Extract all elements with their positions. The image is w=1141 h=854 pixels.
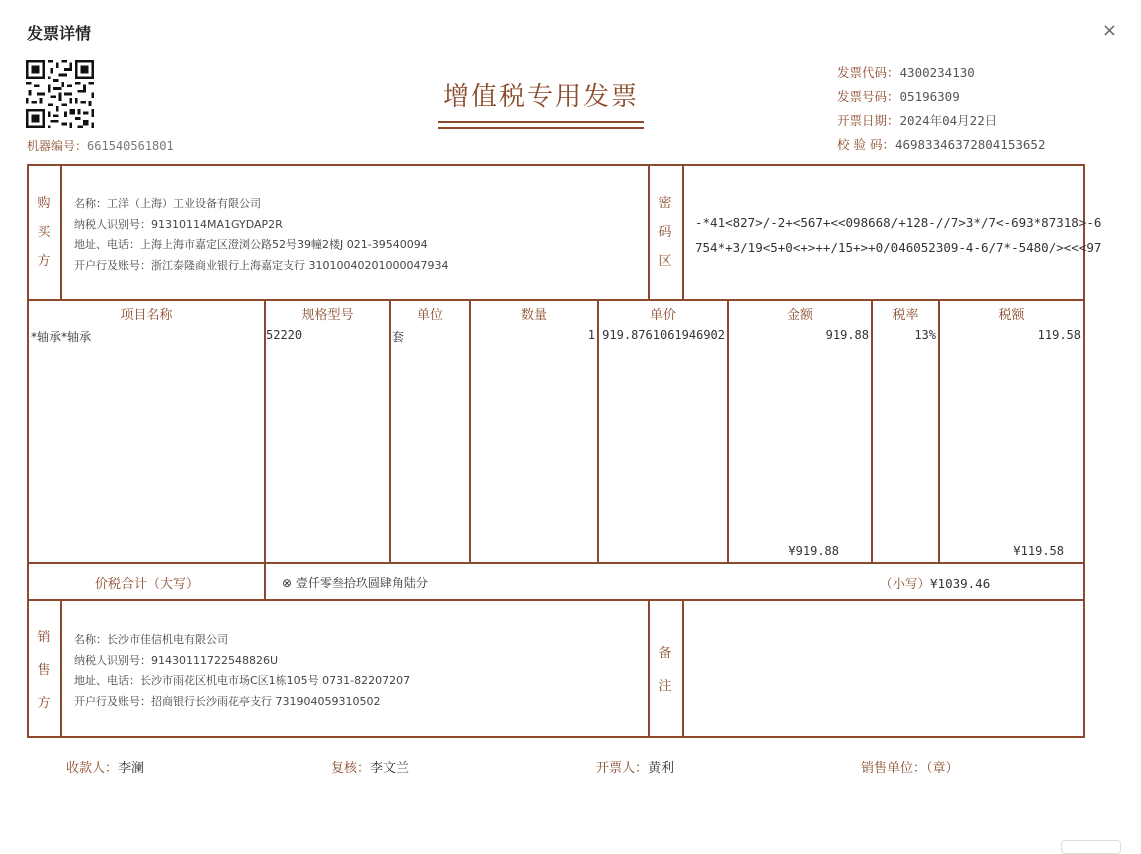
header-item-name: 项目名称: [120, 308, 173, 323]
invoice-code: 发票代码：4300234130: [837, 65, 975, 80]
cross-circle-icon: ⊗: [282, 576, 293, 590]
divider: [682, 599, 684, 738]
sum-label: 价税合计（大写）: [94, 577, 199, 592]
machine-number: 机器编号：661540561801: [27, 139, 174, 153]
header-unit: 单位: [416, 308, 443, 323]
cipher-text: -*41<827>/-2+<567+<<098668/+128-//7>3*/7<-693*87318>-6 754*+3/19<5+0<+>++/15+>+0/046052309-4-6/7*-5480/><<<97: [695, 215, 1102, 255]
item-spec: 52220: [266, 328, 303, 342]
total-amount: ¥919.88: [788, 544, 839, 558]
seller-unit: 销售单位：（章）: [861, 761, 959, 776]
divider: [60, 599, 62, 738]
item-price: 919.8761061946902: [602, 328, 725, 342]
item-qty: 1: [587, 328, 595, 342]
invoice-title: 增值税专用发票: [442, 82, 639, 112]
reviewer: 复核：李文兰: [331, 761, 410, 776]
header-amount: 金额: [786, 308, 813, 323]
total-tax: ¥119.58: [1013, 544, 1064, 558]
item-tax: 119.58: [1037, 328, 1081, 342]
issuer: 开票人：黄利: [596, 761, 675, 776]
dialog-title: 发票详情: [27, 24, 92, 43]
header-spec: 规格型号: [301, 308, 354, 323]
divider: [264, 299, 266, 600]
invoice-number: 发票号码：05196309: [837, 89, 960, 104]
divider: [27, 299, 1085, 301]
divider: [648, 164, 650, 300]
title-underline: [438, 127, 644, 129]
header-price: 单价: [649, 308, 676, 323]
item-name: *轴承*轴承: [31, 330, 92, 344]
check-code: 校 验 码：46983346372804153652: [837, 137, 1046, 152]
divider: [27, 599, 1085, 601]
title-underline: [438, 121, 644, 123]
item-amount: 919.88: [825, 328, 869, 342]
header-rate: 税率: [892, 308, 919, 323]
divider: [389, 299, 391, 563]
invoice-date: 开票日期：2024年04月22日: [837, 113, 998, 128]
divider: [60, 164, 62, 300]
sum-small: （小写）¥1039.46: [880, 576, 991, 591]
close-icon[interactable]: ×: [1101, 20, 1117, 41]
header-qty: 数量: [520, 308, 547, 323]
payee: 收款人：李澜: [66, 761, 145, 776]
header-tax: 税额: [998, 308, 1025, 323]
item-rate: 13%: [914, 328, 936, 342]
qr-code: [26, 60, 94, 128]
buyer-side-label: 购 买 方: [37, 196, 51, 269]
item-unit: 套: [392, 330, 405, 344]
bottom-button-edge[interactable]: [1061, 840, 1121, 854]
cipher-side-label: 密 码 区: [658, 196, 672, 269]
seller-info: 名称：长沙市佳信机电有限公司 纳税人识别号：91430111722548826U 地址、电话：长沙市雨花区机电市场C区1栋105号 0731-82207207 开户行及账号：招商银行长沙雨花亭支行 731904059310502: [74, 633, 411, 708]
seller-side-label: 销 售 方: [37, 630, 51, 711]
divider: [27, 562, 1085, 564]
buyer-info: 名称：工洋（上海）工业设备有限公司 纳税人识别号：91310114MA1GYDAP2R 地址、电话：上海上海市嘉定区澄浏公路52号39幢2楼J 021-39540094 开户行及账号：浙江泰隆商业银行上海嘉定支行 31010040201000047934: [74, 197, 449, 272]
remark-side-label: 备 注: [658, 646, 672, 694]
sum-capital: ⊗ 壹仟零叁拾玖圆肆角陆分: [282, 576, 428, 590]
divider: [682, 164, 684, 300]
divider: [648, 599, 650, 738]
